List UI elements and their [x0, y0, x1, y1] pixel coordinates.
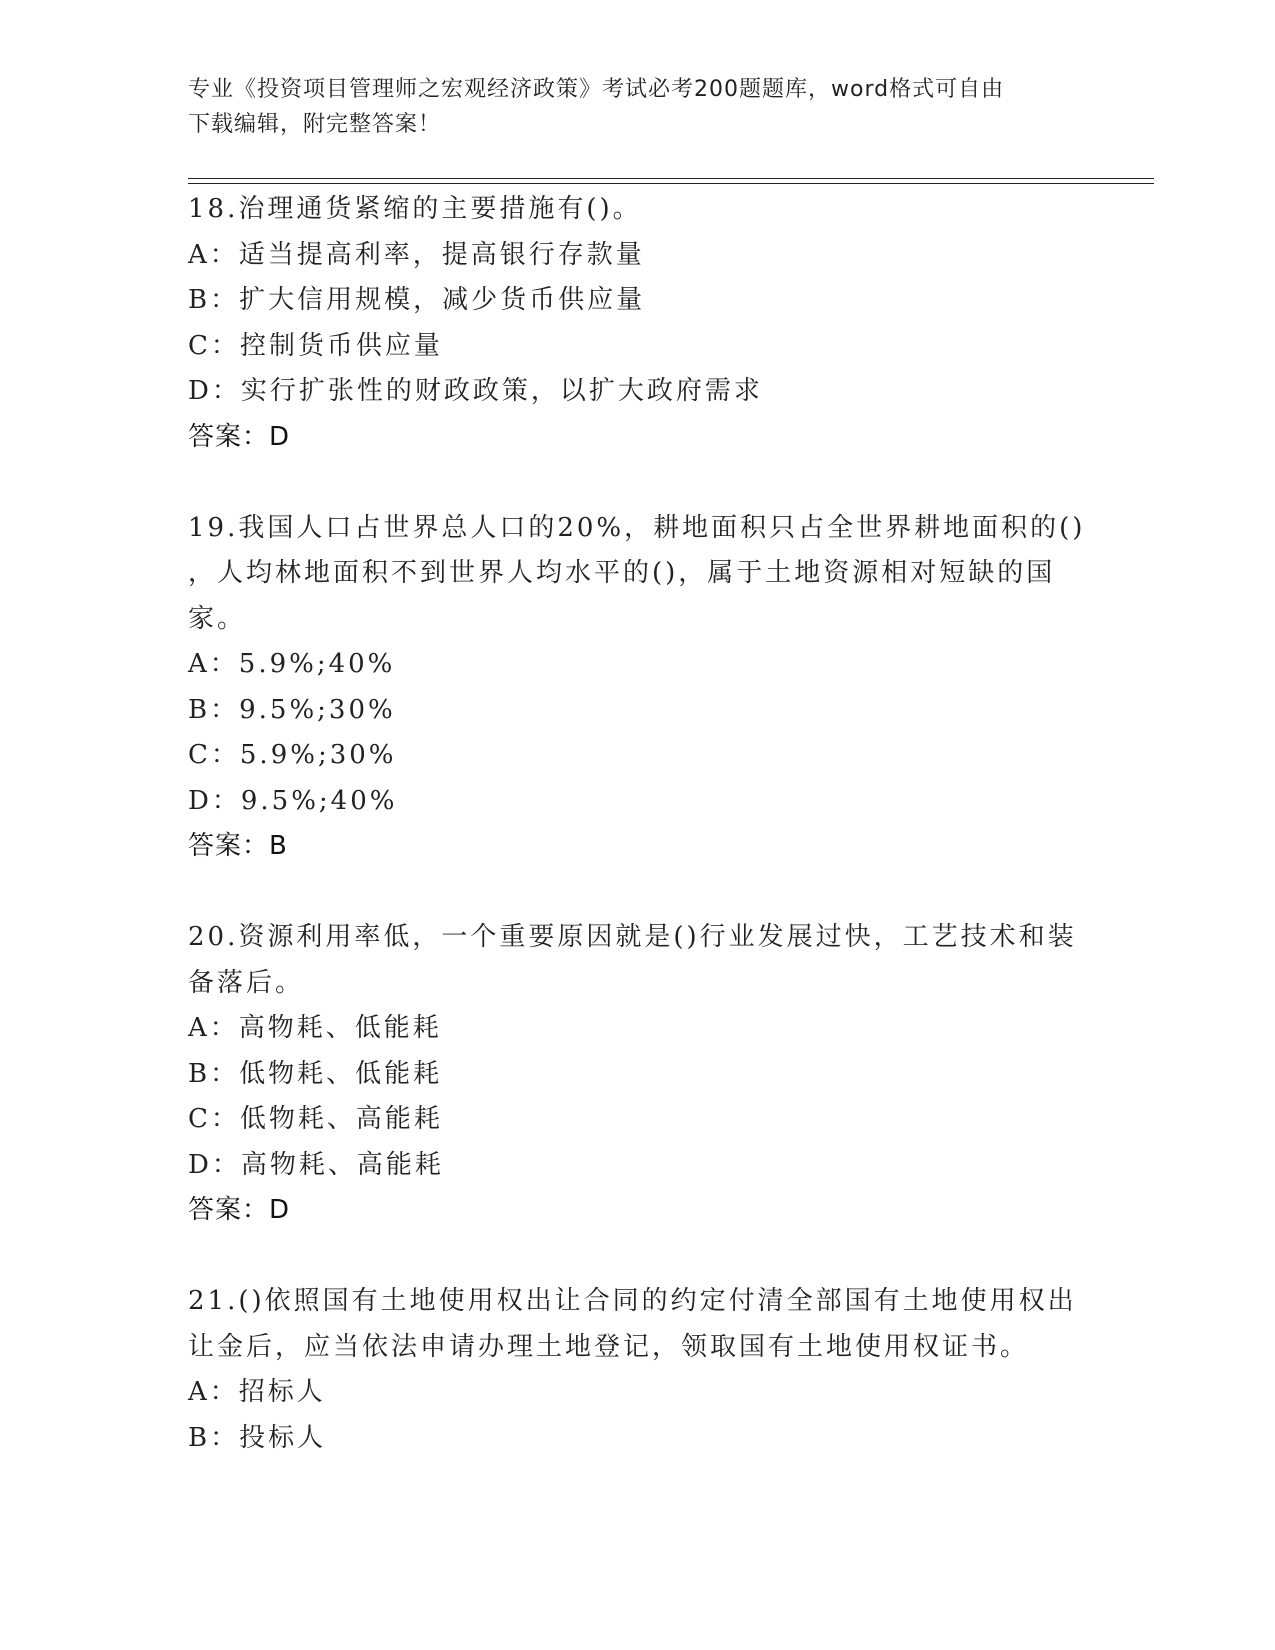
answer-line: 答案：D	[188, 1195, 291, 1225]
question-text: 备落后。	[188, 967, 305, 998]
question-text: 18.治理通货紧缩的主要措施有()。	[188, 194, 642, 224]
question-text: 20.资源利用率低，一个重要原因就是()行业发展过快，工艺技术和装	[188, 922, 1077, 952]
option-a: A：招标人	[188, 1377, 326, 1407]
option-b: B：投标人	[188, 1422, 327, 1453]
question-text: 让金后，应当依法申请办理土地登记，领取国有土地使用权证书。	[188, 1331, 1030, 1362]
question-block	[188, 1279, 1088, 1461]
option-a: A：5.9%;40%	[188, 649, 396, 679]
question-spacer	[188, 460, 1088, 506]
option-c: C：低物耗、高能耗	[188, 1104, 443, 1134]
option-d: D：实行扩张性的财政政策，以扩大政府需求	[188, 376, 763, 406]
question-block	[188, 506, 1088, 870]
answer-line: 答案：B	[188, 831, 288, 861]
answer-line: 答案：D	[188, 421, 291, 452]
question-list	[188, 187, 1088, 1461]
header-line-2: 下载编辑，附完整答案！	[188, 112, 442, 137]
header-divider-bottom	[188, 183, 1154, 184]
option-b: B：低物耗、低能耗	[188, 1058, 443, 1089]
question-block	[188, 187, 1088, 460]
question-spacer	[188, 870, 1088, 916]
header-line-1: 专业《投资项目管理师之宏观经济政策》考试必考200题题库，word格式可自由	[188, 77, 1005, 102]
option-c: C：5.9%;30%	[188, 740, 397, 770]
option-b: B：扩大信用规模，减少货币供应量	[188, 285, 646, 315]
document-header	[188, 72, 1068, 142]
question-text: 家。	[188, 603, 247, 634]
header-divider-top	[188, 178, 1154, 179]
question-text: ，人均林地面积不到世界人均水平的()，属于土地资源相对短缺的国	[188, 558, 1056, 588]
question-spacer	[188, 1234, 1088, 1280]
option-d: D：9.5%;40%	[188, 785, 398, 816]
option-d: D：高物耗、高能耗	[188, 1149, 444, 1180]
question-text: 21.()依照国有土地使用权出让合同的约定付清全部国有土地使用权出	[188, 1286, 1077, 1316]
question-block	[188, 915, 1088, 1234]
option-a: A：适当提高利率，提高银行存款量	[188, 239, 645, 270]
option-a: A：高物耗、低能耗	[188, 1013, 442, 1043]
option-b: B：9.5%;30%	[188, 694, 396, 725]
option-c: C：控制货币供应量	[188, 330, 443, 361]
question-text: 19.我国人口占世界总人口的20%，耕地面积只占全世界耕地面积的()	[188, 512, 1086, 543]
